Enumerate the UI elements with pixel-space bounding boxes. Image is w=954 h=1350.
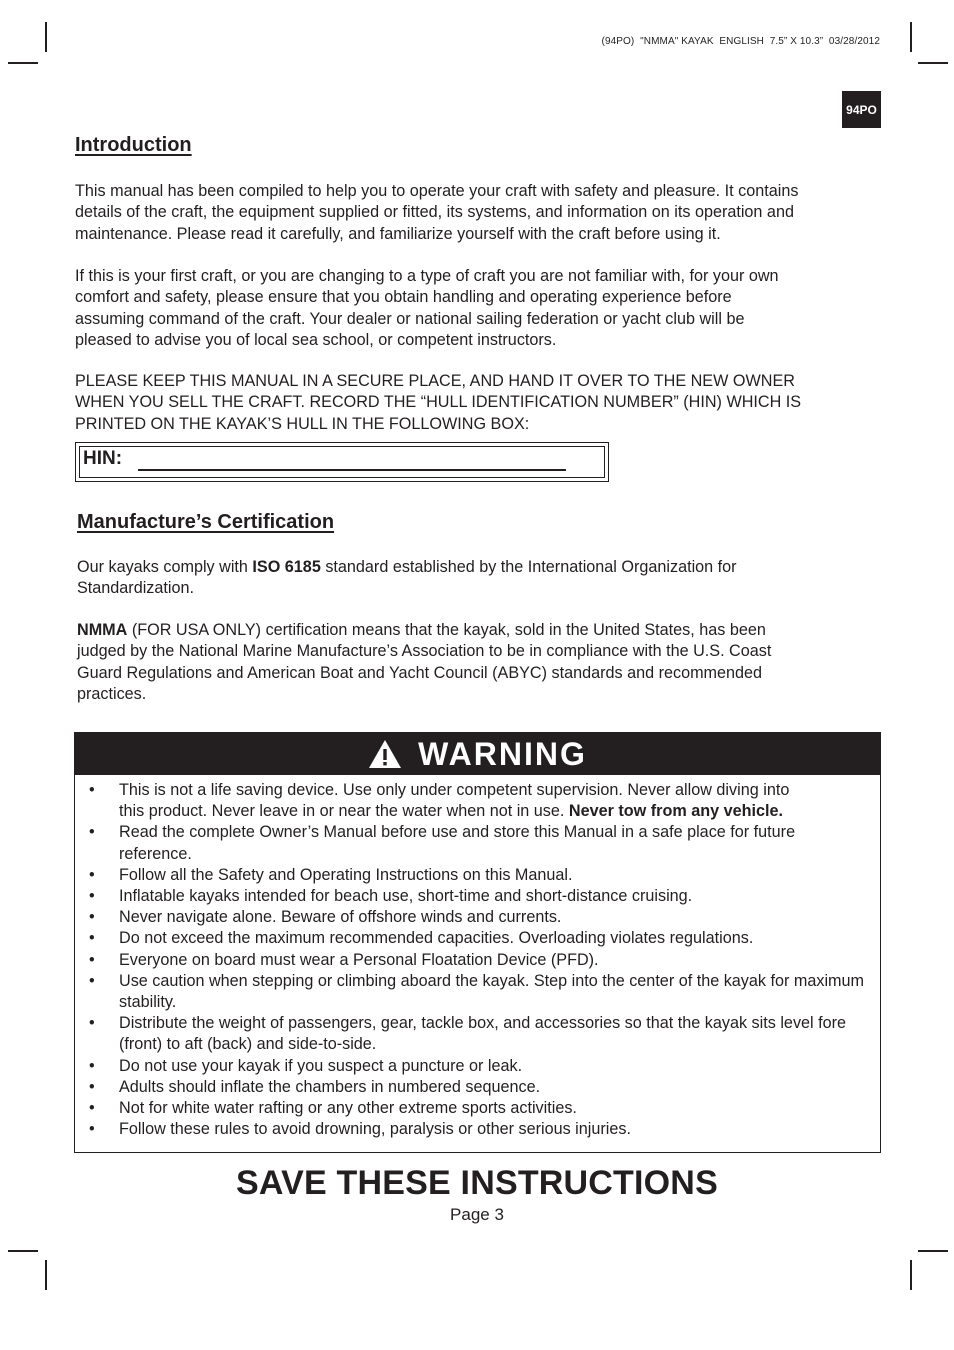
bullet: • — [89, 1077, 95, 1096]
warning-item: • Never navigate alone. Beware of offshore winds and currents. — [75, 907, 880, 928]
intro-paragraph-3: PLEASE KEEP THIS MANUAL IN A SECURE PLACE, AND HAND IT OVER TO THE NEW OWNER WHEN YOU SELL THE CRAFT. RECORD THE “HULL IDENTIFICATION NUMBER” (HIN) WHICH IS PRINTED ON THE KAYAK’S HULL IN THE FOLLOWING BOX: — [75, 372, 802, 433]
hin-write-line — [138, 469, 566, 471]
bullet: • — [89, 1120, 95, 1139]
crop-mark — [8, 62, 38, 64]
certification-heading: Manufacture’s Certification — [77, 511, 335, 533]
bullet: • — [89, 1056, 95, 1075]
nmma-paragraph: NMMA (FOR USA ONLY) certification means that the kayak, sold in the United States, has been judged by the National Marine Manufacture’s Association to be in compliance with the U.S. Coast Guard Regulations and American Boat and Yacht Council (ABYC) standards and recommended practices. — [77, 621, 772, 703]
warning-item: • This is not a life saving device. Use only under competent supervision. Never allow diving into this product. Never leave in or near the water when not in use. Never tow from any vehicle. — [89, 781, 790, 821]
crop-mark — [8, 1250, 38, 1252]
bullet: • — [89, 781, 95, 799]
nmma-label: NMMA — [77, 621, 128, 639]
bullet: • — [89, 865, 95, 884]
save-instructions-title: SAVE THESE INSTRUCTIONS — [236, 1164, 718, 1202]
crop-mark — [45, 1260, 47, 1290]
warning-item: • Do not use your kayak if you suspect a puncture or leak. — [75, 1056, 880, 1077]
bullet: • — [89, 971, 95, 990]
product-code-badge: 94PO — [842, 91, 881, 128]
warning-item: • Follow all the Safety and Operating Instructions on this Manual. — [75, 865, 880, 886]
warning-item: • Do not exceed the maximum recommended capacities. Overloading violates regulations. — [75, 928, 880, 949]
warning-item: • Distribute the weight of passengers, gear, tackle box, and accessories so that the kayak sits level fore (front) to aft (back) and side-to-side. — [89, 1014, 847, 1054]
warning-triangle-icon — [368, 739, 402, 769]
warning-item: • Not for white water rafting or any other extreme sports activities. — [75, 1098, 880, 1119]
crop-mark — [910, 1260, 912, 1290]
page-number: Page 3 — [450, 1205, 504, 1224]
introduction-heading: Introduction — [75, 134, 192, 156]
warning-list — [75, 780, 880, 1140]
iso-standard-label: ISO 6185 — [252, 558, 321, 576]
bullet: • — [89, 950, 95, 969]
warning-title: WARNING — [418, 735, 587, 772]
warning-item: • Use caution when stepping or climbing aboard the kayak. Step into the center of the kayak for maximum stability. — [89, 971, 865, 1012]
crop-mark — [910, 22, 912, 52]
intro-paragraph-2: If this is your first craft, or you are changing to a type of craft you are not familiar with, for your own comfort and safety, please ensure that you obtain handling and operating experience before assuming command of the craft. Your dealer or national sailing federation or yacht club will be pleased to advise you of local sea school, or competent instructors. — [75, 267, 779, 349]
warning-header — [75, 733, 880, 775]
bullet: • — [89, 887, 95, 906]
crop-mark — [918, 62, 948, 64]
crop-mark — [918, 1250, 948, 1252]
hin-label: HIN: — [83, 448, 123, 469]
bullet: • — [89, 908, 95, 927]
crop-mark — [45, 22, 47, 52]
warning-item: • Follow these rules to avoid drowning, paralysis or other serious injuries. — [75, 1119, 880, 1140]
intro-paragraph-1: This manual has been compiled to help you to operate your craft with safety and pleasure. It contains details of the craft, the equipment supplied or fitted, its systems, and information on its operation and maintenance. Please read it carefully, and familiarize yourself with the craft before using it. — [75, 182, 799, 243]
bullet: • — [89, 823, 95, 842]
bullet: • — [89, 1099, 95, 1118]
warning-item: • Inflatable kayaks intended for beach use, short-time and short-distance cruising. — [75, 886, 880, 907]
warning-item: • Read the complete Owner’s Manual before use and store this Manual in a safe place for future reference. — [89, 823, 796, 863]
warning-item: • Everyone on board must wear a Personal Floatation Device (PFD). — [75, 950, 880, 971]
print-info: (94PO) "NMMA" KAYAK ENGLISH 7.5” X 10.3” 03/28/2012 — [601, 36, 880, 47]
bullet: • — [89, 1014, 95, 1033]
iso-paragraph: Our kayaks comply with ISO 6185 standard established by the International Organization for Standardization. — [77, 558, 737, 598]
hin-entry-box — [75, 442, 609, 482]
hin-box-inner-border — [79, 446, 605, 478]
bullet: • — [89, 929, 95, 948]
warning-box — [74, 732, 881, 1153]
warning-item: • Adults should inflate the chambers in numbered sequence. — [75, 1077, 880, 1098]
